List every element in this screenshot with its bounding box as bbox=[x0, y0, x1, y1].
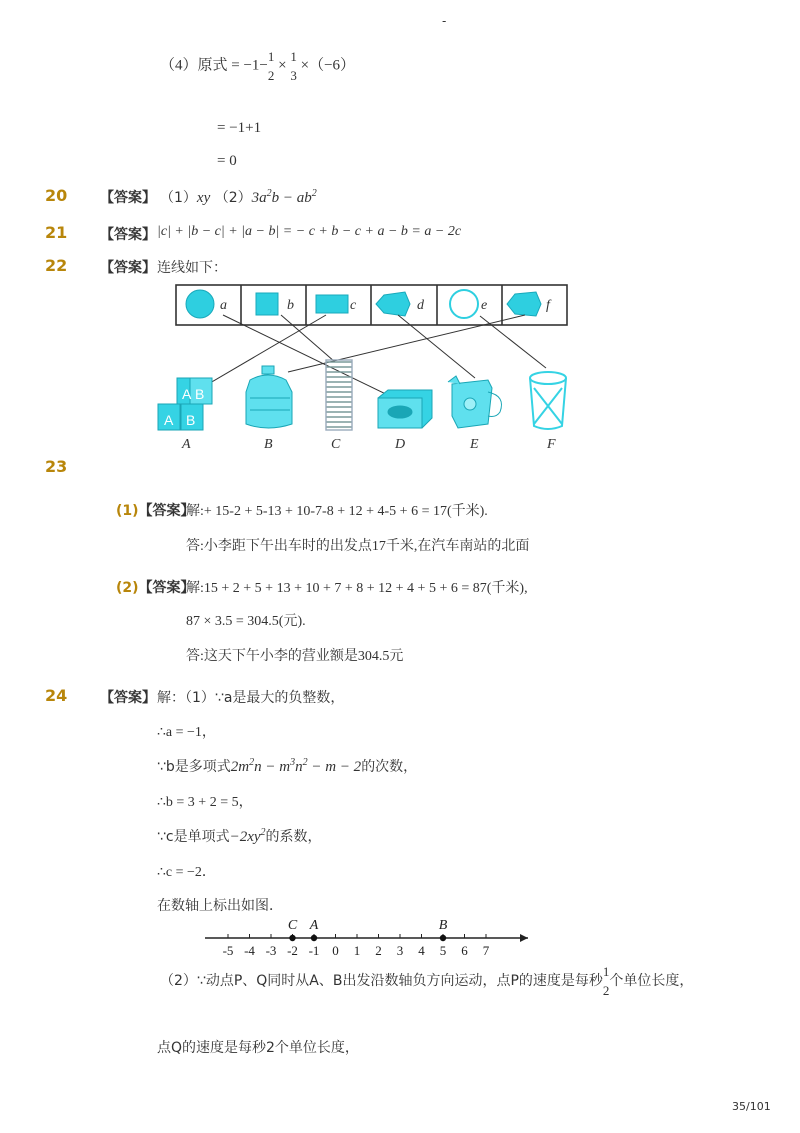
question-number-20: 20 bbox=[45, 186, 68, 205]
jar-icon bbox=[246, 366, 292, 428]
number-line-tick-label: -4 bbox=[244, 943, 255, 958]
q24-line6: ∴c = −2． bbox=[157, 865, 216, 880]
q21-expression: |c| + |b − c| + |a − b| = − c + b − c + a − b = a − 2c bbox=[157, 224, 462, 239]
exponent: 2 bbox=[249, 757, 255, 768]
glass-cup-icon bbox=[530, 372, 566, 429]
q24-line1: 解：（1）∵a是最大的负整数， bbox=[157, 690, 345, 706]
square-shape-icon bbox=[256, 293, 278, 315]
match-line bbox=[288, 315, 525, 372]
q24-line2: ∴a = −1， bbox=[157, 725, 216, 740]
q24-line3 bbox=[157, 756, 417, 776]
bottom-label-D: D bbox=[395, 437, 406, 452]
expr-part: 2m bbox=[230, 759, 250, 775]
spring-coil-icon bbox=[326, 360, 352, 430]
matching-figure bbox=[0, 0, 800, 470]
text-part: ∵c是单项式 bbox=[157, 829, 230, 845]
q24-line4: ∴b = 3 + 2 = 5， bbox=[157, 795, 253, 810]
exponent: 2 bbox=[266, 188, 272, 199]
number-line-tick-label: 6 bbox=[461, 943, 468, 958]
pitcher-icon bbox=[448, 376, 502, 428]
top-label-e: e bbox=[481, 298, 488, 313]
q23-part2-header bbox=[116, 577, 195, 597]
number-line-tick-label: 1 bbox=[353, 943, 361, 958]
q24-line8 bbox=[160, 965, 693, 997]
arrow-head-icon bbox=[520, 934, 528, 942]
q23-part1-header bbox=[116, 500, 195, 520]
monomial-expr bbox=[230, 829, 266, 845]
match-line bbox=[281, 315, 335, 362]
expr-part: − m − 2 bbox=[307, 759, 362, 775]
polynomial-expr bbox=[231, 759, 361, 775]
part2-label: (2) bbox=[116, 580, 139, 596]
q19-label: （4）原式 = bbox=[160, 57, 240, 74]
bottom-label-E: E bbox=[470, 437, 479, 452]
number-line-tick-label: 4 bbox=[418, 943, 425, 958]
top-label-c: c bbox=[350, 298, 357, 313]
frac-den: 3 bbox=[290, 68, 297, 83]
question-number-22: 22 bbox=[45, 256, 68, 275]
number-line-tick-label: -1 bbox=[308, 943, 320, 958]
q23-part2-line1: 解:15 + 2 + 5 + 13 + 10 + 7 + 8 + 12 + 4 + 5 + 6 = 87(千米), bbox=[186, 581, 528, 596]
q23-part1-line1: 解:+ 15-2 + 5-13 + 10-7-8 + 12 + 4-5 + 6 = 17(千米). bbox=[186, 504, 488, 519]
page-number: 35/101 bbox=[732, 1100, 771, 1113]
bottom-label-F: F bbox=[547, 437, 556, 452]
rectangle-shape-icon bbox=[316, 295, 348, 313]
number-line-tick-label: 5 bbox=[439, 943, 447, 958]
circle-shape-icon bbox=[186, 290, 214, 318]
q23-part2-line2: 87 × 3.5 = 304.5(元). bbox=[186, 614, 306, 629]
answer-tag: 【答案】 bbox=[100, 260, 156, 276]
frac-den: 2 bbox=[602, 983, 610, 998]
q24-line9: 点Q的速度是每秒2个单位长度， bbox=[157, 1040, 359, 1056]
q22-text: 连线如下： bbox=[157, 260, 227, 276]
question-number-23: 23 bbox=[45, 457, 68, 476]
top-label-f: f bbox=[546, 298, 550, 313]
number-line bbox=[0, 910, 800, 970]
number-line-point bbox=[440, 935, 446, 941]
top-label-b: b bbox=[287, 298, 294, 313]
expr-part: n − m bbox=[254, 759, 291, 775]
number-line-point-label: B bbox=[438, 918, 448, 933]
q23-part1-line2: 答:小李距下午出车时的出发点17千米,在汽车南站的北面 bbox=[186, 539, 530, 554]
bottom-label-C: C bbox=[331, 437, 341, 452]
number-line-tick-label: -2 bbox=[287, 943, 298, 958]
frac-num: 1 bbox=[602, 964, 610, 979]
answer-tag: 【答案】 bbox=[138, 580, 195, 596]
text-part: （2）∵动点P、Q同时从A、B出发沿数轴负方向运动，点P的速度是每秒 bbox=[160, 973, 603, 989]
bottom-label-B: B bbox=[264, 437, 273, 452]
bottom-label-A: A bbox=[182, 437, 191, 452]
number-line-tick-label: 3 bbox=[396, 943, 404, 958]
exponent: 3 bbox=[290, 757, 296, 768]
number-line-tick-label: -5 bbox=[222, 943, 234, 958]
text-part: 的次数， bbox=[361, 759, 418, 775]
part1-label: (1) bbox=[116, 503, 139, 519]
number-line-tick-label: 0 bbox=[332, 943, 339, 958]
text-part: 个单位长度， bbox=[609, 973, 694, 989]
stacked-blocks-icon bbox=[158, 378, 212, 430]
q20-part2-label: （2） bbox=[214, 190, 252, 206]
q19-line3: = 0 bbox=[217, 153, 237, 169]
number-line-tick-label: -3 bbox=[265, 943, 277, 958]
ring-shape-icon bbox=[450, 290, 478, 318]
q19-term-a: −1− bbox=[243, 57, 268, 74]
q19-line2: = −1+1 bbox=[217, 120, 262, 136]
expr-part: b − ab bbox=[271, 190, 312, 206]
hexagon-shape-icon bbox=[507, 292, 541, 316]
answer-tag: 【答案】 bbox=[138, 503, 195, 519]
top-label-d: d bbox=[417, 298, 424, 313]
top-label-a: a bbox=[220, 298, 227, 313]
header-mark: - bbox=[442, 14, 447, 28]
exponent: 2 bbox=[311, 188, 317, 199]
q20-part1-label: （1） bbox=[160, 190, 197, 206]
q23-part2-line3: 答:这天下午小李的营业额是304.5元 bbox=[186, 649, 404, 664]
question-number-21: 21 bbox=[45, 223, 68, 242]
text-part: ∵b是多项式 bbox=[157, 759, 231, 775]
q20-part1-expr: xy bbox=[196, 190, 211, 206]
number-line-point-label: C bbox=[287, 918, 298, 933]
exponent: 2 bbox=[260, 827, 266, 838]
number-line-tick-label: 7 bbox=[482, 943, 490, 958]
expr-part: n bbox=[295, 759, 303, 775]
answer-tag: 【答案】 bbox=[100, 190, 156, 206]
number-line-tick-label: 2 bbox=[375, 943, 382, 958]
answer-tag: 【答案】 bbox=[100, 690, 156, 706]
cube-letter: B bbox=[195, 386, 205, 402]
expr-part: −2xy bbox=[229, 829, 261, 845]
hexagon-shape-icon bbox=[376, 292, 410, 316]
q19-times1: × bbox=[278, 57, 287, 74]
number-line-point bbox=[311, 935, 317, 941]
frac-num: 1 bbox=[267, 49, 275, 64]
text-part: 的系数， bbox=[265, 829, 322, 845]
question-number-24: 24 bbox=[45, 686, 68, 705]
expr-part: 3a bbox=[251, 190, 267, 206]
cube-letter: B bbox=[186, 412, 196, 428]
q24-line5 bbox=[157, 826, 322, 846]
cube-letter: A bbox=[164, 412, 174, 428]
q24-line7: 在数轴上标出如图． bbox=[157, 898, 283, 914]
q19-times2: ×（−6） bbox=[300, 57, 356, 74]
exponent: 2 bbox=[302, 757, 308, 768]
answer-tag: 【答案】 bbox=[100, 227, 156, 243]
frac-den: 2 bbox=[267, 68, 275, 83]
cube-letter: A bbox=[182, 386, 192, 402]
number-line-point bbox=[289, 935, 295, 941]
box-package-icon bbox=[378, 390, 432, 428]
frac-num: 1 bbox=[290, 49, 297, 64]
number-line-point-label: A bbox=[309, 918, 319, 933]
